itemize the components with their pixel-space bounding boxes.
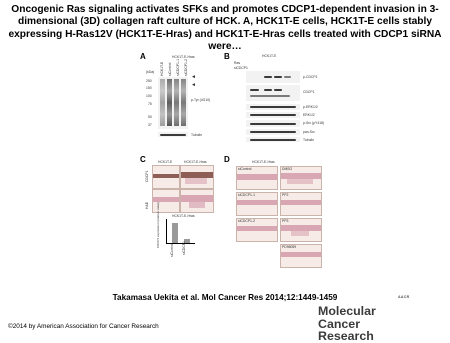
inset-x-label: siControl	[170, 243, 174, 257]
kda-marker: 37	[148, 123, 152, 127]
kda-marker: 75	[148, 102, 152, 106]
inset-header: HCK1T-E-Hras	[172, 214, 195, 218]
bar-sicontrol	[172, 223, 178, 243]
pcdcp1-blot	[246, 71, 300, 83]
perk-label: p-ERK1/2	[303, 105, 318, 109]
tubulin-blot-b	[246, 137, 300, 142]
histology-image	[180, 165, 214, 189]
panel-d-left: siCDCP1-1	[238, 193, 255, 197]
tubulin-blot-a	[158, 132, 188, 137]
kda-marker: 100	[146, 94, 152, 98]
pansrc-blot	[246, 129, 300, 135]
kda-marker: 250	[146, 79, 152, 83]
panel-d-right: PD98059	[282, 245, 297, 249]
slide-title: Oncogenic Ras signaling activates SFKs and promotes CDCP1-dependent invasion in 3-dimensional (3D) collagen raft culture of HCK. A, HCK1T-E cells, HCK1T-E cells stably expressing H-Ras12V (HCK1T-E-Hras) and HCK1T-E-Hras cells treated with CDCP1 siRNA were…	[8, 4, 442, 53]
pansrc-label: pan-Src	[303, 130, 315, 134]
tubulin-label-a: Tubulin	[191, 133, 202, 137]
panel-d-right: PP3	[282, 219, 289, 223]
panel-d-header: HCK1T-E-Hras	[252, 160, 275, 164]
ras-label: Ras	[234, 61, 241, 65]
panel-a-lane: siCDCP1-2	[184, 59, 188, 76]
histology-image	[180, 189, 214, 213]
panel-d-right: PP2	[282, 193, 289, 197]
journal-logo	[318, 295, 410, 343]
panel-c-label: C	[140, 155, 146, 164]
inset-x-label: siCDCP1	[182, 241, 186, 255]
ptyr-blot	[158, 77, 188, 129]
figure	[112, 52, 338, 284]
kda-marker: 150	[146, 86, 152, 90]
histology-image	[152, 165, 180, 189]
panel-d-left: siCDCP1-2	[238, 219, 255, 223]
panel-a-lane: HCK1T-E	[160, 61, 164, 76]
panel-b-label: B	[224, 52, 230, 61]
erk-label: ERK1/2	[303, 113, 315, 117]
panel-c-row: H&E	[145, 202, 149, 209]
panel-c-row: CDCP1	[145, 170, 149, 182]
panel-d-right: DMSO	[282, 167, 293, 171]
panel-d-left: siControl	[238, 167, 252, 171]
logo-line-1: Molecular	[318, 304, 376, 318]
panel-a-lane: siCDCP1-1	[176, 59, 180, 76]
arrowhead-icon: ◄	[191, 74, 196, 80]
panel-a-kda-unit: (kDa)	[146, 70, 155, 74]
panel-c-col: HCK1T-E-Hras	[184, 160, 207, 164]
cdcp1-blot	[246, 85, 300, 101]
logo-line-2: Cancer Research	[318, 316, 374, 343]
aacr-logo: AACR	[398, 295, 410, 299]
panel-b-header: HCK1T-E	[262, 54, 277, 58]
copyright: ©2014 by American Association for Cancer Research	[8, 323, 159, 330]
inset-bar-chart	[166, 219, 195, 244]
perk-blot	[246, 104, 300, 110]
sirna-label: siCDCP1	[234, 66, 248, 70]
panel-c-col: HCK1T-E	[158, 160, 173, 164]
panel-d-label: D	[224, 155, 230, 164]
panel-a-header: HCK1T-E-Hras	[172, 55, 195, 59]
tubulin-label-b: Tubulin	[303, 138, 314, 142]
pcdcp1-label: p-CDCP1	[303, 75, 318, 79]
erk-blot	[246, 112, 300, 118]
psrc-blot	[246, 120, 300, 127]
citation: Takamasa Uekita et al. Mol Cancer Res 2014;12:1449-1459	[112, 293, 338, 302]
arrowhead-icon: ◄	[191, 82, 196, 88]
kda-marker: 50	[148, 115, 152, 119]
ptyr-label: p-Tyr (4G10)	[191, 98, 211, 102]
cdcp1-label: CDCP1	[303, 90, 315, 94]
psrc-label: p-Src (pY418)	[303, 121, 325, 125]
inset-y-label: CDCP1 expression (relative value)	[156, 201, 160, 248]
panel-a-label: A	[140, 52, 146, 61]
panel-a-lane: siControl	[168, 62, 172, 76]
